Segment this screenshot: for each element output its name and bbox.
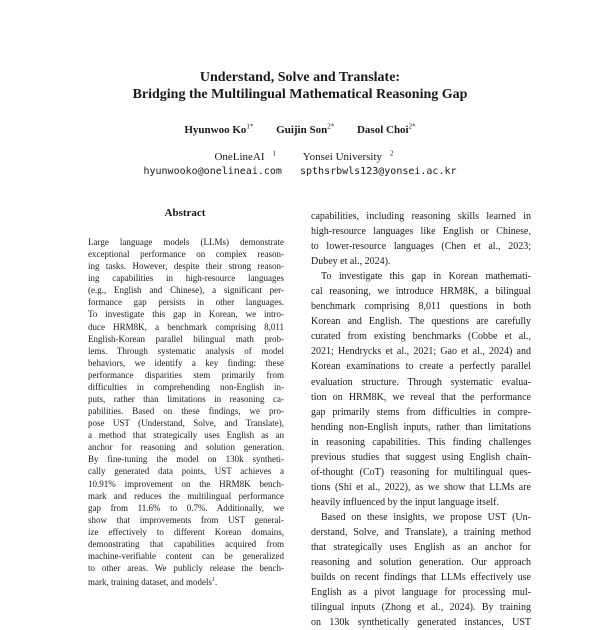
abstract-line: gap from 11.6% to 0.7%. Additionally, we xyxy=(88,502,284,513)
body-text-line: hending non-English inputs, rather than limitations xyxy=(311,421,531,433)
abstract-line: Large language models (LLMs) demonstrate xyxy=(88,237,284,247)
body-text-line: derstand, Solve, and Translate), a training method xyxy=(311,526,531,538)
abstract-line: English-Korean parallel bilingual math prob- xyxy=(88,333,284,344)
body-text-line: on 130k synthetically generated instances, UST xyxy=(311,617,531,629)
body-text-line: gap primarily stems from difficulties in compre- xyxy=(311,406,531,418)
abstract-line: difficulties in comprehending non-English in- xyxy=(88,381,284,392)
abstract-line: ize effectively to different Korean domains, xyxy=(88,526,284,537)
abstract-line: exceptional performance on complex reason- xyxy=(88,249,284,260)
paper-title xyxy=(0,69,600,103)
author-1: Hyunwoo $Ko^{1*}$ xyxy=(184,122,254,136)
body-text-line: previous studies that suggest using English chain- xyxy=(311,451,531,463)
body-text-line: of-thought (CoT) reasoning for multilingual ques- xyxy=(311,466,531,478)
abstract-body xyxy=(88,236,284,586)
body-text-line: evaluation structure. Through systematic evalua- xyxy=(311,376,531,388)
abstract-line: ing tasks. However, despite their strong reason- xyxy=(88,261,284,272)
abstract-line: formance gap persists in other languages. xyxy=(88,297,284,308)
author-list xyxy=(0,122,600,136)
abstract-line: pose UST (Understand, Solve, and Translate), xyxy=(88,418,284,429)
abstract-line: (e.g., English and Chinese), a significant per- xyxy=(88,285,284,296)
body-text-line: that strategically uses English as an anchor for xyxy=(311,542,531,554)
abstract-line: duce HRM8K, a benchmark comprising 8,011 xyxy=(88,321,284,332)
abstract-line: machine-verifiable content can be generalized xyxy=(88,551,284,562)
abstract-line: show that improvements from UST general- xyxy=(88,514,284,525)
body-text-line: reasoning and solution generation. Our approach xyxy=(311,557,531,569)
abstract-line: pabilities. Based on these findings, we pro- xyxy=(88,406,284,417)
body-text-line: cal reasoning, we introduce HRM8K, a bilingual xyxy=(311,286,531,298)
author-emails xyxy=(0,166,600,177)
abstract-line: mark, training dataset, and models$^1$. xyxy=(88,577,218,588)
body-text-line: tions (Shi et al., 2022), as we show that LLMs are xyxy=(311,481,531,493)
author-2: Guijin Son$^{2*}$ xyxy=(276,122,335,136)
abstract-heading: Abstract xyxy=(164,207,206,219)
body-text-line: heavily influenced by the input language itself. xyxy=(311,496,499,508)
abstract-line: a method that strategically uses English as an xyxy=(88,430,284,441)
abstract-line: 10.91% improvement on the HRM8K bench- xyxy=(88,478,284,489)
body-text-line: high-resource languages like English or Chinese, xyxy=(311,226,531,238)
body-text-line: Dubey et al., 2024). xyxy=(311,256,391,268)
abstract-line: To investigate this gap in Korean, we intro- xyxy=(88,309,284,320)
body-text-line: curated from existing benchmarks (Cobbe et al., xyxy=(311,331,531,343)
body-text-line: capabilities, including reasoning skills learned in xyxy=(311,211,531,222)
abstract-line: By fine-tuning the model on 130k syntheti- xyxy=(88,454,284,465)
abstract-line: performance disparities stem primarily from xyxy=(88,369,284,380)
email-2: spthsrbwls123@yonsei.ac.kr xyxy=(299,166,457,177)
body-text-line: in reasoning capabilities. This finding challenges xyxy=(311,436,531,448)
title-line-1: Understand, Solve and Translate: xyxy=(199,70,401,85)
abstract-line: behaviors, we identify a key finding: these xyxy=(88,357,284,368)
abstract-line: lems. Through systematic analysis of model xyxy=(88,345,284,356)
body-text-line: builds on recent findings that LLMs effectively use xyxy=(311,572,531,584)
body-text-line: Based on these insights, we propose UST (Un- xyxy=(321,511,531,523)
affiliations xyxy=(0,149,600,163)
body-text-line: tion on HRM8K, we reveal that the performance xyxy=(311,391,531,403)
body-text-line: Korean examinations to create a perfectly parallel xyxy=(311,361,531,373)
body-text-line: Korean and English. The questions are carefully xyxy=(311,316,531,328)
right-column-body xyxy=(311,209,531,630)
abstract-line: ing capabilities in high-resource languages xyxy=(88,273,284,284)
footnote-marker: 1 xyxy=(211,577,215,584)
body-text-line: benchmark comprising 8,011 questions in both xyxy=(311,301,531,313)
affiliation-1: OneLineAI $^1$ xyxy=(214,149,277,163)
body-text-line: to lower-resource languages (Chen et al., 2023; xyxy=(311,241,531,253)
body-text-line: 2021; Hendrycks et al., 2021; Gao et al., 2024) and xyxy=(311,346,531,358)
abstract-line: anchor for reasoning and solution generation. xyxy=(88,442,284,453)
abstract-line: mark and reduces the multilingual performance xyxy=(88,490,284,501)
abstract-line: puts, rather than limitations in reasoning ca- xyxy=(88,394,284,405)
title-line-2: Bridging the Multilingual Mathematical Reasoning Gap xyxy=(132,87,468,102)
abstract-line: demonstrating that capabilities acquired from xyxy=(88,538,284,549)
body-text-line: To investigate this gap in Korean mathemati- xyxy=(321,271,531,283)
body-text-line: English as a pivot language for processing mul- xyxy=(311,587,531,599)
body-text-line: tilingual inputs (Zhong et al., 2024). By training xyxy=(311,602,531,614)
email-1: hyunwooko@onelineai.com xyxy=(143,166,282,177)
abstract-line: to other areas. We publicly release the bench- xyxy=(88,563,284,574)
author-3: Dasol Choi$^{2*}$ xyxy=(356,122,416,136)
affiliation-2: Yonsei University $^2$ xyxy=(302,149,394,163)
abstract-line: cally generated data points, UST achieves a xyxy=(88,466,284,477)
